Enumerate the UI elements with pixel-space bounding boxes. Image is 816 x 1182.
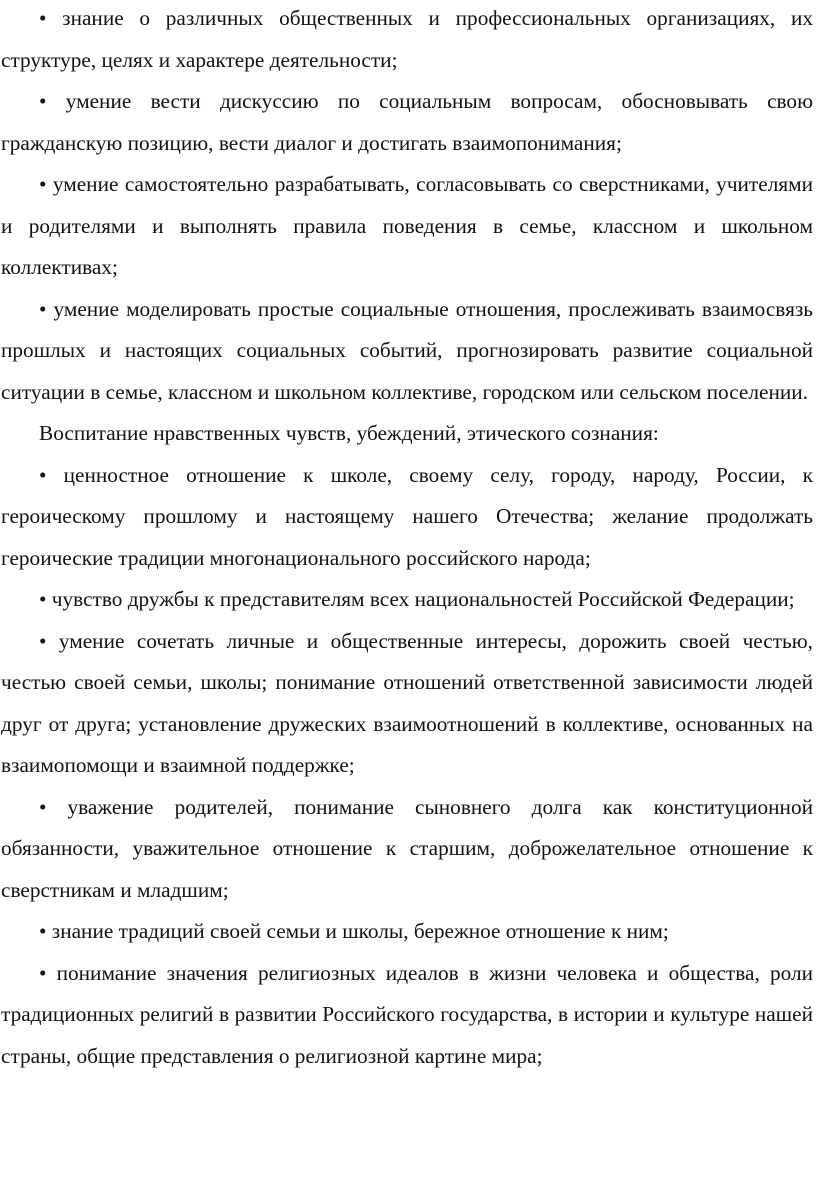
paragraph-behavior-rules: • умение самостоятельно разрабатывать, согласовывать со сверстниками, учителями и родителями и выполнять правила поведения в семье, классном и школьном коллективах; <box>1 172 813 279</box>
paragraph-respect-parents: • уважение родителей, понимание сыновнего долга как конституционной обязанности, уважительное отношение к старшим, доброжелательное отношение к сверстникам и младшим; <box>1 794 813 902</box>
paragraph-family-traditions: • знание традиций своей семьи и школы, бережное отношение к ним; <box>39 919 669 943</box>
paragraph-moral-education-heading: Воспитание нравственных чувств, убеждений, этического сознания: <box>39 421 659 445</box>
paragraph-friendship: • чувство дружбы к представителям всех национальностей Российской Федерации; <box>39 587 795 611</box>
paragraph-personal-public-interests: • умение сочетать личные и общественные интересы, дорожить своей честью, честью своей семьи, школы; понимание отношений ответственной зависимости людей друг от друга; установление дружеских взаимоотношений в коллективе, основанных на взаимопомощи и взаимной поддержке; <box>1 628 813 777</box>
paragraph-organizations-knowledge: • знание о различных общественных и профессиональных организациях, их структуре, целях и характере деятельности; <box>1 6 813 72</box>
paragraph-discussion-skill: • умение вести дискуссию по социальным вопросам, обосновывать свою гражданскую позицию, вести диалог и достигать взаимопонимания; <box>1 89 813 155</box>
paragraph-religious-ideals: • понимание значения религиозных идеалов в жизни человека и общества, роли традиционных религий в развитии Российского государства, в истории и культуре нашей страны, общие представления о религиозной картине мира; <box>1 960 813 1068</box>
paragraph-value-attitude: • ценностное отношение к школе, своему селу, городу, народу, России, к героическому прошлому и настоящему нашего Отечества; желание продолжать героические традиции многонационального российского народа; <box>1 462 813 570</box>
paragraph-social-modeling: • умение моделировать простые социальные отношения, прослеживать взаимосвязь прошлых и настоящих социальных событий, прогнозировать развитие социальной ситуации в семье, классном и школьном коллективе, городском или сельском поселении. <box>1 296 813 404</box>
